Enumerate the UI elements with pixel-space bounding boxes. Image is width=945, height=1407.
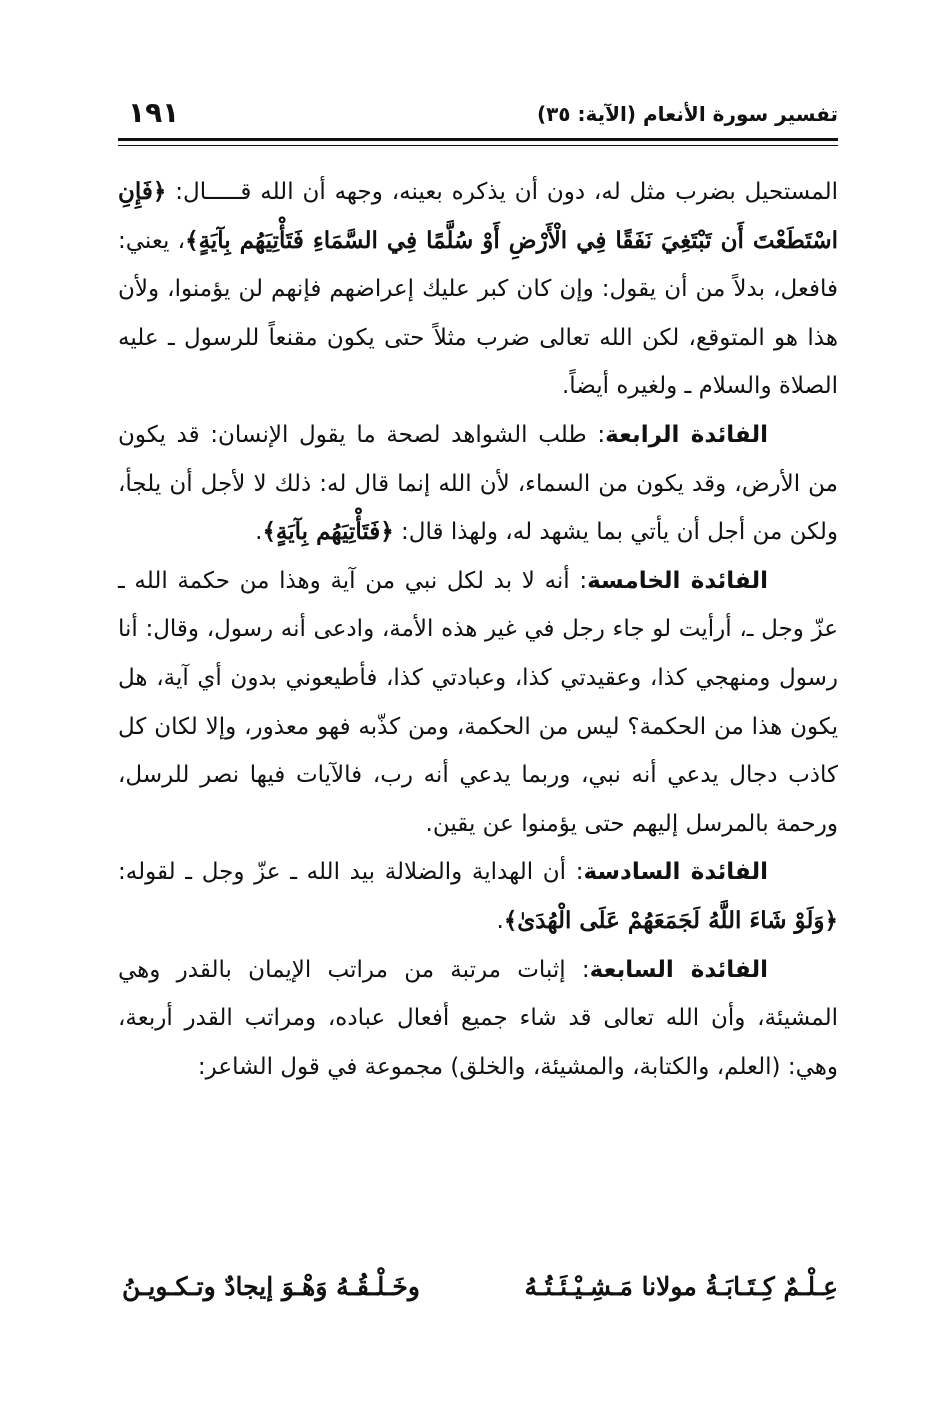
benefit-label: الفائدة السادسة (583, 859, 768, 886)
poem-hemistich-first: عِـلْـمٌ كِـتَـابَـةُ مولانا مَـشِـيْـئَـتُـهُ (524, 1272, 838, 1301)
benefit-label: الفائدة الرابعة (605, 421, 768, 448)
quran-quote: ﴿وَلَوْ شَاءَ اللَّهُ لَجَمَعَهُمْ عَلَى الْهُدَىٰ﴾ (503, 906, 838, 934)
paragraph-text: : أنه لا بد لكل نبي من آية وهذا من حكمة الله ـ عزّ وجل ـ، أرأيت لو جاء رجل في غير هذه الأمة، وادعى أنه رسول، وقال: أنا رسول ومنهجي كذا، وعقيدتي كذا، وعبادتي كذا، فأطيعوني بدون أي آية، هل يكون هذا من الحكمة؟ ليس من الحكمة، ومن كذّبه فهو معذور، وإلا لكان كل كاذب دجال يدعي أنه نبي، وربما يدعي أنه رب، فالآيات فيها نصر للرسل، ورحمة بالمرسل إليهم حتى يؤمنوا عن يقين. (118, 567, 838, 837)
paragraph-text: : أن الهداية والضلالة بيد الله ـ عزّ وجل ـ لقوله: (118, 859, 584, 886)
header-rule-thin (118, 145, 838, 146)
paragraph-text: . (496, 907, 504, 934)
benefit-label: الفائدة السابعة (589, 956, 768, 983)
poem-hemistich-second: وخَـلْـقُـهُ وَهْـوَ إيجادٌ وتـكـويـنُ (122, 1272, 420, 1301)
benefit-label: الفائدة الخامسة (587, 567, 768, 594)
paragraph-1 (118, 168, 838, 411)
paragraph-4th-benefit (118, 411, 838, 557)
body-text (118, 168, 838, 1091)
header-rule (118, 138, 838, 141)
running-title: تفسير سورة الأنعام (الآية: ٣٥) (536, 102, 838, 126)
paragraph-text: : إثبات مرتبة من مراتب الإيمان بالقدر وهي المشيئة، وأن الله تعالى قد شاء جميع أفعال عباده، ومراتب القدر أربعة، وهي: (العلم، والكتابة، والمشيئة، والخلق) مجموعة في قول الشاعر: (118, 956, 838, 1080)
paragraph-text: ، يعني: فافعل، بدلاً من أن يقول: وإن كان كبر عليك إعراضهم فإنهم لن يؤمنوا، ولأن هذا هو المتوقع، لكن الله تعالى ضرب مثلاً حتى يكون مقنعاً للرسول ـ عليه الصلاة والسلام ـ ولغيره أيضاً. (118, 227, 838, 400)
paragraph-text: المستحيل بضرب مثل له، دون أن يذكره بعينه، وجهه أن الله قـــــال: (166, 179, 838, 205)
paragraph-text: . (255, 519, 263, 546)
paragraph-5th-benefit (118, 557, 838, 849)
poem-verse (118, 1268, 838, 1318)
paragraph-7th-benefit (118, 946, 838, 1092)
page-header (118, 96, 838, 136)
paragraph-6th-benefit (118, 848, 838, 945)
quran-quote: ﴿فَإِنِ اسْتَطَعْتَ أَن تَبْتَغِيَ نَفَقًا فِي الْأَرْضِ أَوْ سُلَّمًا فِي السَّمَاءِ فَتَأْتِيَهُم بِآيَةٍ﴾ (118, 178, 839, 254)
paragraph-text: : طلب الشواهد لصحة ما يقول الإنسان: قد يكون من الأرض، وقد يكون من السماء، لأن الله إنما قال له: ذلك لا لأجل أن يلجأ، ولكن من أجل أن يأتي بما يشهد له، ولهذا قال: (118, 421, 838, 546)
page-number: ١٩١ (128, 96, 180, 129)
quran-quote: ﴿فَتَأْتِيَهُم بِآيَةٍ﴾ (262, 518, 394, 546)
